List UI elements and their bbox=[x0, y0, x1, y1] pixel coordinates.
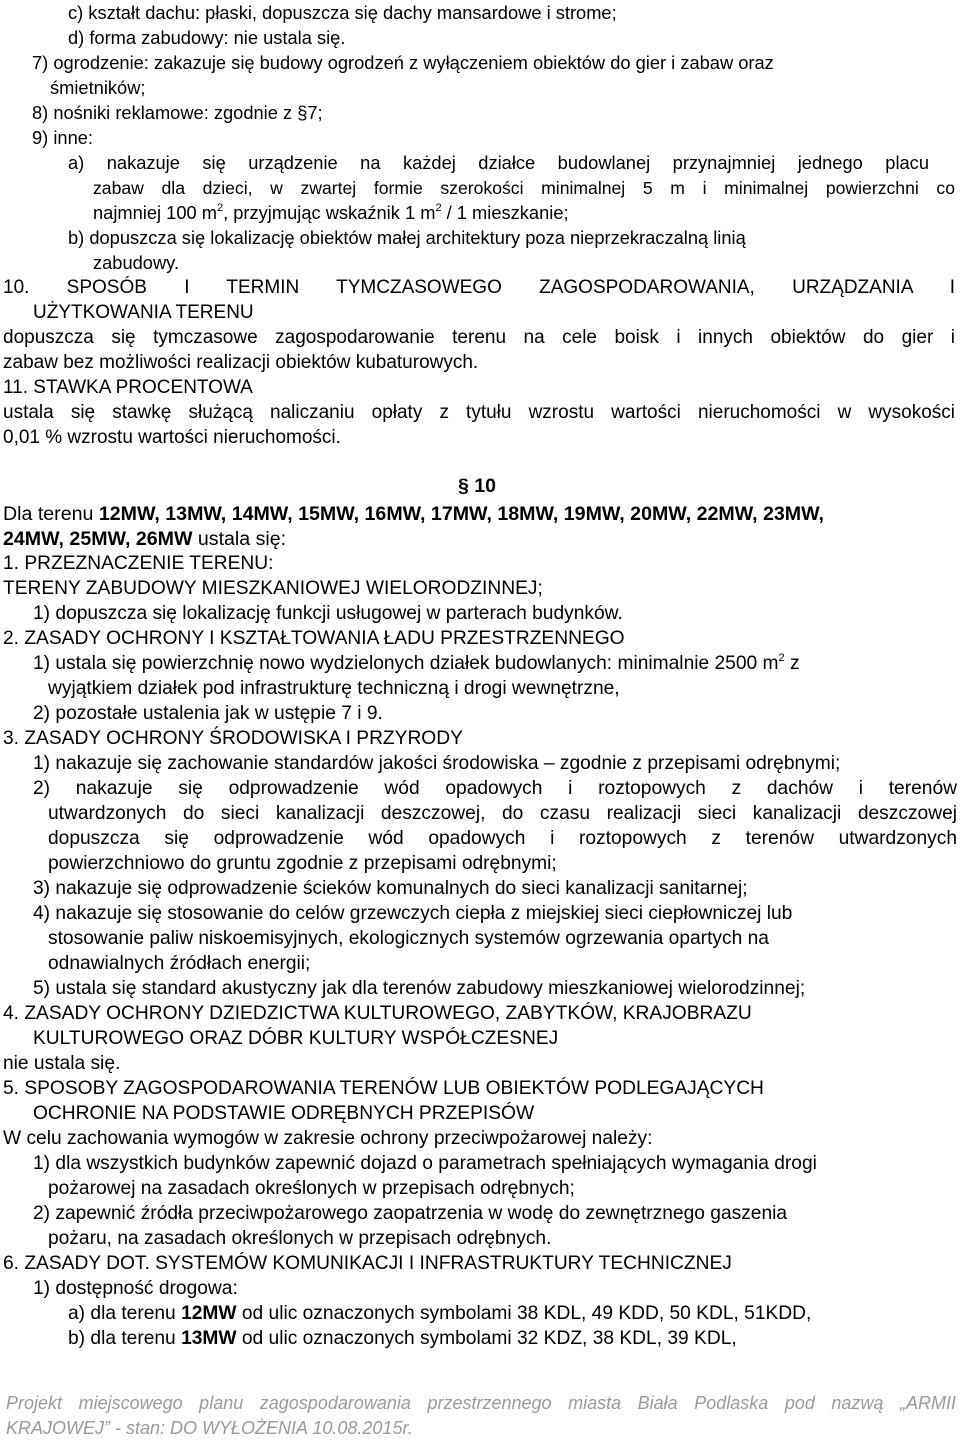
text-line: zabaw dla dzieci, w zwartej formie szerokości minimalnej 5 m i minimalnej powierzchni co bbox=[93, 178, 955, 198]
section-heading: 4. ZASADY OCHRONY DZIEDZICTWA KULTUROWEGO, ZABYTKÓW, KRAJOBRAZU bbox=[3, 1003, 752, 1024]
section-heading: 3. ZASADY OCHRONY ŚRODOWISKA I PRZYRODY bbox=[3, 728, 463, 749]
text-line: b) dla terenu 13MW od ulic oznaczonych symbolami 32 KDZ, 38 KDL, 39 KDL, bbox=[68, 1328, 737, 1349]
text-line: 2) nakazuje się odprowadzenie wód opadowych i roztopowych z dachów i terenów bbox=[33, 778, 957, 799]
text-line: 1) dostępność drogowa: bbox=[33, 1278, 238, 1299]
text-line: najmniej 100 $m^2$, przyjmując wskaźnik 1 $m^2 / 1$ mieszkanie; bbox=[93, 202, 569, 223]
text-line: nie ustala się. bbox=[3, 1053, 121, 1074]
text-line: pożaru, na zasadach określonych w przepisach odrębnych. bbox=[48, 1228, 552, 1249]
section-heading: UŻYTKOWANIA TERENU bbox=[33, 302, 254, 323]
text-line: śmietników; bbox=[50, 77, 146, 98]
text-line: TERENY ZABUDOWY MIESZKANIOWEJ WIELORODZINNEJ; bbox=[3, 578, 543, 599]
paragraph-number: § 10 bbox=[458, 475, 496, 497]
text-line: 24MW, 25MW, 26MW ustala się: bbox=[3, 528, 287, 550]
text-line: utwardzonych do sieci kanalizacji deszczowej, do czasu realizacji sieci kanalizacji deszczowej bbox=[48, 803, 957, 824]
text-line: odnawialnych źródłach energii; bbox=[48, 953, 311, 974]
text-line: wyjątkiem działek pod infrastrukturę techniczną i drogi wewnętrzne, bbox=[48, 678, 620, 699]
text-line: dopuszcza się odprowadzenie wód opadowych i roztopowych z terenów utwardzonych bbox=[48, 828, 957, 849]
text-line: 1) dla wszystkich budynków zapewnić dojazd o parametrach spełniających wymagania drogi bbox=[33, 1153, 817, 1174]
text-line: 4) nakazuje się stosowanie do celów grzewczych ciepła z miejskiej sieci ciepłowniczej lub bbox=[33, 903, 793, 924]
text-line: zabudowy. bbox=[93, 252, 180, 273]
text-line: 1) dopuszcza się lokalizację funkcji usługowej w parterach budynków. bbox=[33, 603, 623, 624]
text-line: 3) nakazuje się odprowadzenie ścieków komunalnych do sieci kanalizacji sanitarnej; bbox=[33, 878, 748, 899]
text-line: dopuszcza się tymczasowe zagospodarowanie terenu na cele boisk i innych obiektów do gier i bbox=[3, 327, 955, 348]
text-line: W celu zachowania wymogów w zakresie ochrony przeciwpożarowej należy: bbox=[3, 1128, 653, 1149]
text-line: c) kształt dachu: płaski, dopuszcza się dachy mansardowe i strome; bbox=[68, 2, 617, 23]
section-heading: 2. ZASADY OCHRONY I KSZTAŁTOWANIA ŁADU PRZESTRZENNEGO bbox=[3, 628, 625, 649]
text-line: d) forma zabudowy: nie ustala się. bbox=[68, 27, 346, 48]
section-heading: 11. STAWKA PROCENTOWA bbox=[3, 377, 253, 398]
text-line: a) dla terenu 12MW od ulic oznaczonych symbolami 38 KDL, 49 KDD, 50 KDL, 51KDD, bbox=[68, 1303, 812, 1324]
page-footer: KRAJOWEJ” - stan: DO WYŁOŻENIA 10.08.2015r. bbox=[6, 1418, 413, 1438]
text-line: 1) nakazuje się zachowanie standardów jakości środowiska – zgodnie z przepisami odrębnymi; bbox=[33, 753, 841, 774]
text-line: a) nakazuje się urządzenie na każdej działce budowlanej przynajmniej jednego placu bbox=[68, 152, 929, 173]
text-line: 5) ustala się standard akustyczny jak dla terenów zabudowy mieszkaniowej wielorodzinnej; bbox=[33, 978, 806, 999]
text-line: ustala się stawkę służącą naliczaniu opłaty z tytułu wzrostu wartości nieruchomości w wysokości bbox=[3, 402, 955, 423]
section-heading: OCHRONIE NA PODSTAWIE ODRĘBNYCH PRZEPISÓW bbox=[33, 1103, 535, 1124]
section-heading: 6. ZASADY DOT. SYSTEMÓW KOMUNIKACJI I INFRASTRUKTURY TECHNICZNEJ bbox=[3, 1253, 732, 1274]
text-line: 1) ustala się powierzchnię nowo wydzielonych działek budowlanych: minimalnie 2500 $m^2$ z bbox=[33, 652, 800, 674]
text-line: 9) inne: bbox=[32, 127, 93, 148]
text-line: powierzchniowo do gruntu zgodnie z przepisami odrębnymi; bbox=[48, 853, 557, 874]
section-heading: 1. PRZEZNACZENIE TERENU: bbox=[3, 553, 274, 574]
text-line: zabaw bez możliwości realizacji obiektów kubaturowych. bbox=[3, 352, 479, 373]
section-heading: 5. SPOSOBY ZAGOSPODAROWANIA TERENÓW LUB OBIEKTÓW PODLEGAJĄCYCH bbox=[3, 1078, 764, 1099]
text-line: 2) pozostałe ustalenia jak w ustępie 7 i 9. bbox=[33, 703, 383, 724]
text-line: b) dopuszcza się lokalizację obiektów małej architektury poza nieprzekraczalną linią bbox=[68, 227, 746, 248]
text-line: 2) zapewnić źródła przeciwpożarowego zaopatrzenia w wodę do zewnętrznego gaszenia bbox=[33, 1203, 788, 1224]
text-line: 7) ogrodzenie: zakazuje się budowy ogrodzeń z wyłączeniem obiektów do gier i zabaw oraz bbox=[32, 52, 774, 73]
text-line: 8) nośniki reklamowe: zgodnie z §7; bbox=[32, 102, 323, 123]
page-footer: Projekt miejscowego planu zagospodarowania przestrzennego miasta Biała Podlaska pod nazwą „ARMII bbox=[6, 1393, 956, 1413]
section-heading: 10. SPOSÓB I TERMIN TYMCZASOWEGO ZAGOSPODAROWANIA, URZĄDZANIA I bbox=[3, 277, 955, 298]
text-line: pożarowej na zasadach określonych w przepisach odrębnych; bbox=[48, 1178, 575, 1199]
text-line: 0,01 % wzrostu wartości nieruchomości. bbox=[3, 427, 341, 448]
text-line: stosowanie paliw niskoemisyjnych, ekologicznych systemów ogrzewania opartych na bbox=[48, 928, 769, 949]
text-line: Dla terenu 12MW, 13MW, 14MW, 15MW, 16MW, 17MW, 18MW, 19MW, 20MW, 22MW, 23MW, bbox=[3, 503, 824, 525]
section-heading: KULTUROWEGO ORAZ DÓBR KULTURY WSPÓŁCZESNEJ bbox=[33, 1028, 559, 1049]
